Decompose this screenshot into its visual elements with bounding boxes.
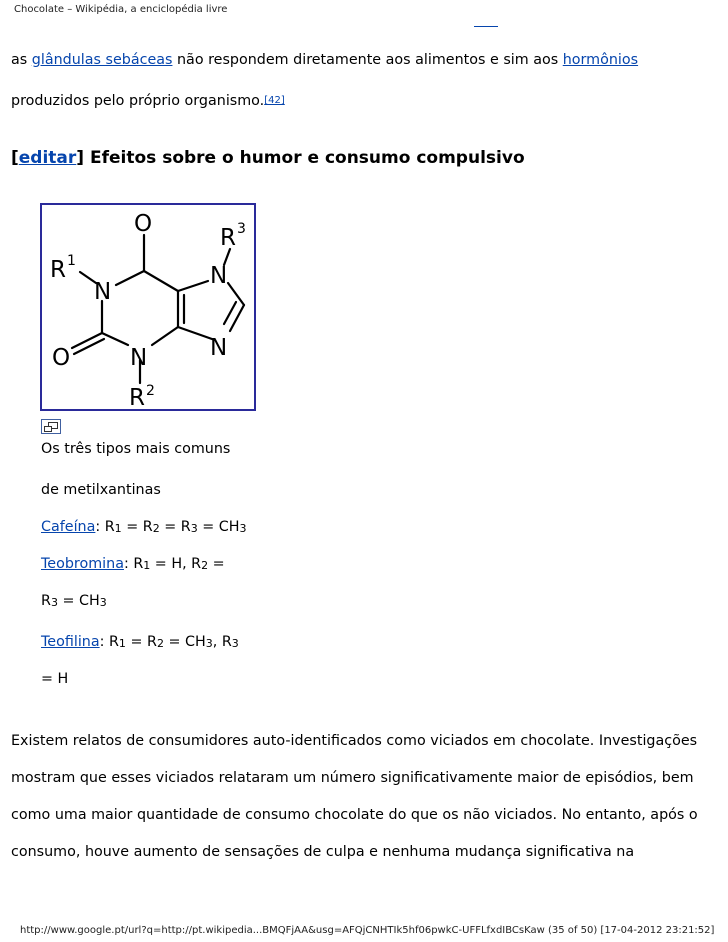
r1-label: R [50,257,66,283]
intro-line-1 [11,52,638,68]
caption-teobromina-cont: R3 = CH3 [41,593,107,609]
caption-teofilina-cont: = H [41,671,69,687]
atom-n7: N [210,263,228,289]
citation-link[interactable]: [42] [264,95,285,106]
atom-oxygen-left: O [52,345,71,371]
link-teobromina[interactable]: Teobromina [41,556,124,572]
atom-n3: N [130,345,148,371]
r3-label: R [220,225,236,251]
bracket: ] [76,148,85,168]
intro-text: não respondem diretamente aos alimentos e sim aos [172,52,563,68]
body-line: como uma maior quantidade de consumo chocolate do que os não viciados. No entanto, após o [11,807,698,823]
body-line: consumo, houve aumento de sensações de culpa e nenhuma mudança significativa na [11,844,635,860]
intro-line-2 [11,93,285,109]
bracket: [ [11,148,19,168]
r2-label: R [129,385,145,409]
caption-teofilina: Teofilina: R1 = R2 = CH3, R3 [41,634,239,650]
page-footer-url: http://www.google.pt/url?q=http://pt.wikipedia...BMQFjAA&usg=AFQjCNHTIk5hf06pwkC-UFFLfxdIBCsKaw (35 of 50) [17-04-2012 23:21:52] [20,925,715,936]
atom-n9: N [210,335,228,361]
caption-cafeina: Cafeína: R1 = R2 = R3 = CH3 [41,519,247,535]
section-title: Efeitos sobre o humor e consumo compulsivo [84,148,525,168]
r3-sup: 3 [237,221,246,237]
section-heading [11,148,525,168]
body-line: mostram que esses viciados relataram um número significativamente maior de episódios, bem [11,770,694,786]
caption-line: de metilxantinas [41,482,161,498]
page-header-title: Chocolate – Wikipédia, a enciclopédia livre [14,4,228,15]
caption-teobromina: Teobromina: R1 = H, R2 = [41,556,225,572]
atom-n1: N [94,279,112,305]
caption-line: Os três tipos mais comuns [41,441,231,457]
top-link-underline [474,26,498,27]
edit-section-link[interactable]: editar [18,148,77,168]
atom-oxygen-top: O [134,211,153,237]
link-hormonios[interactable]: hormônios [562,52,639,68]
enlarge-icon[interactable] [41,419,61,434]
methylxanthine-structure-svg [42,205,254,409]
body-line: Existem relatos de consumidores auto-identificados como viciados em chocolate. Investigações [11,733,698,749]
link-glandulas-sebaceas[interactable]: glândulas sebáceas [31,52,173,68]
methylxanthine-structure-figure[interactable] [40,203,256,411]
intro-text: as [11,52,32,68]
link-teofilina[interactable]: Teofilina [41,634,100,650]
r1-sup: 1 [67,253,76,269]
intro-text: produzidos pelo próprio organismo. [11,93,265,109]
r2-sup: 2 [146,383,155,399]
link-cafeina[interactable]: Cafeína [41,519,96,535]
